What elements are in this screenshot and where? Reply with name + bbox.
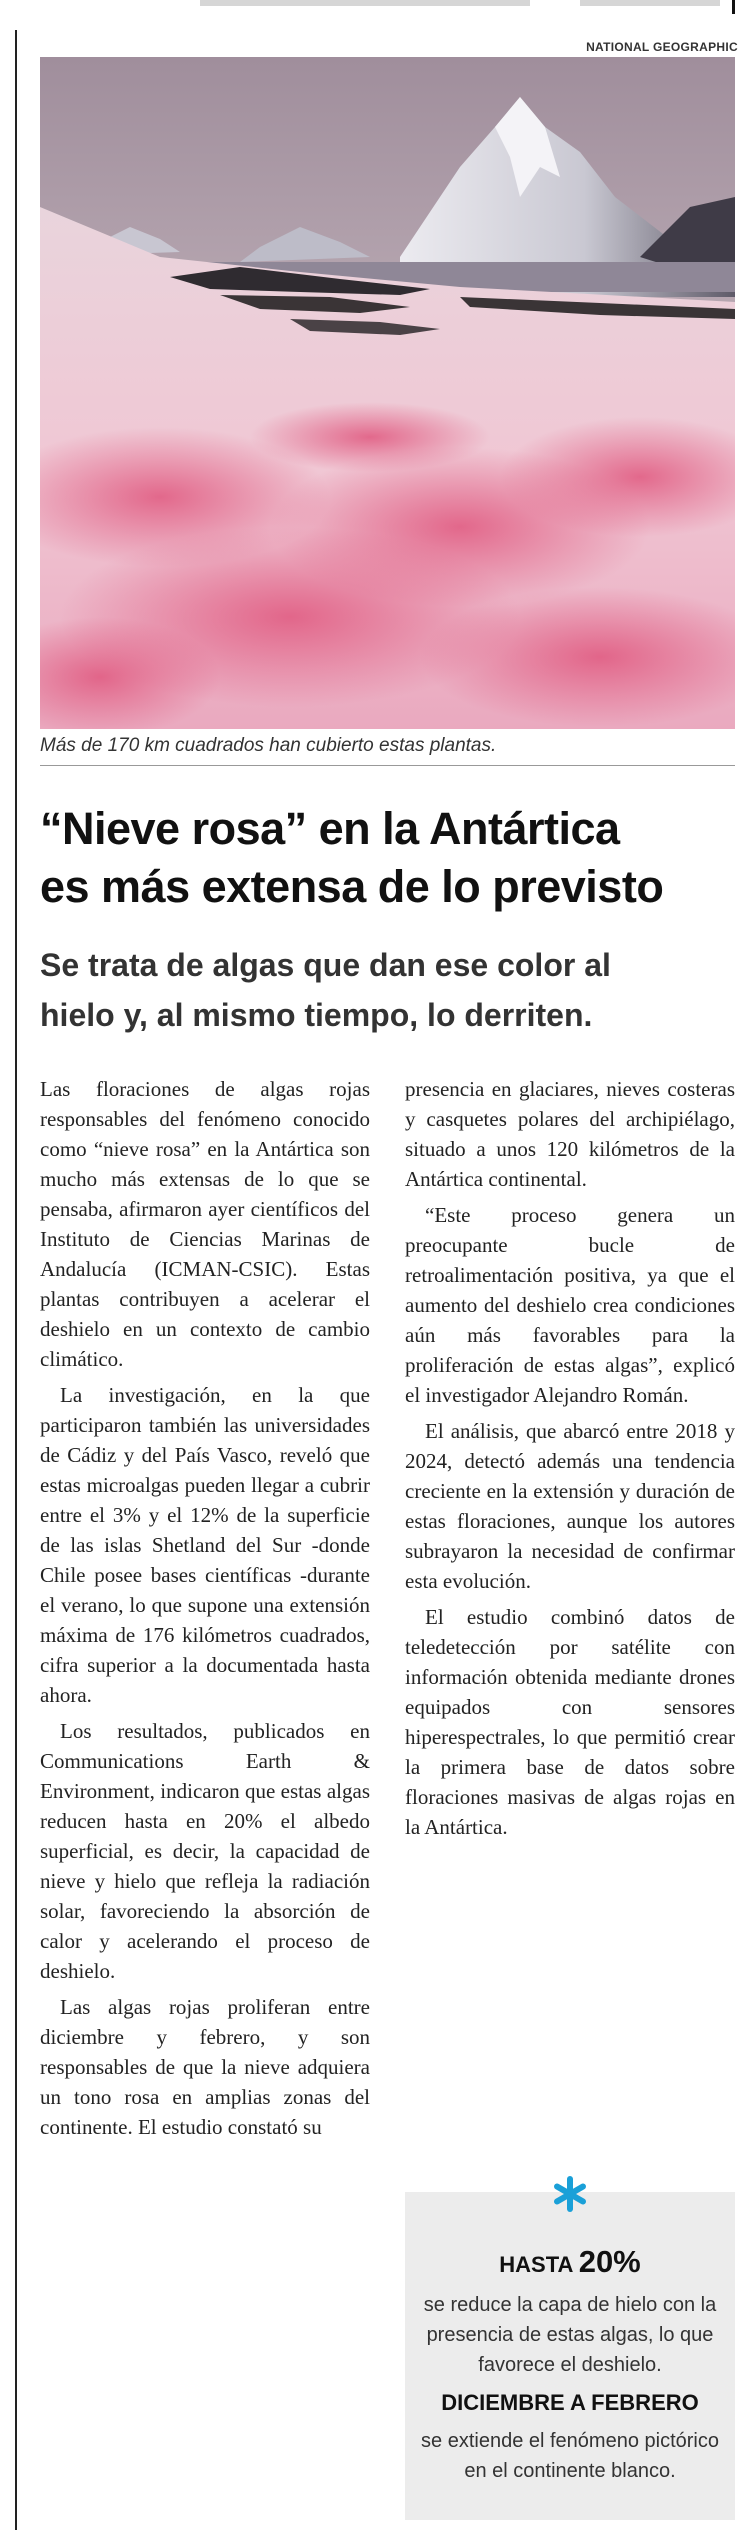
paragraph: La investigación, en la que participaron también las universidades de Cádiz y del País Vasco, reveló que estas microalgas pueden llegar a cubrir entre el 3% y el 12% de la superficie de las islas Shetland del Sur -donde Chile posee bases científicas -durante el verano, lo que supone una extensión máxima de 176 kilómetros cuadrados, cifra superior a la documentada hasta ahora. xyxy=(40,1383,370,1707)
asterisk-icon xyxy=(552,2176,588,2212)
top-strip xyxy=(0,0,752,12)
fact-heading-prefix: HASTA xyxy=(499,2252,579,2277)
article-column-2 xyxy=(405,1074,735,1848)
subheadline-line: hielo y, al mismo tiempo, lo derriten. xyxy=(40,997,593,1033)
paragraph: El estudio combinó datos de teledetección por satélite con información obtenida mediante drones equipados con sensores hiperespectrales, lo que permitió crear la primera base de datos sobre floraciones masivas de algas rojas en la Antártica. xyxy=(405,1605,735,1839)
paragraph: presencia en glaciares, nieves costeras y casquetes polares del archipiélago, situado a unos 120 kilómetros de la Antártica continental. xyxy=(405,1077,735,1191)
subheadline xyxy=(40,940,740,1040)
paragraph: Los resultados, publicados en Communications Earth & Environment, indicaron que estas algas reducen hasta en 20% el albedo superficial, es decir, la capacidad de nieve y hielo que refleja la radiación solar, favoreciendo la absorción de calor y acelerando el proceso de deshielo. xyxy=(40,1719,370,1983)
paragraph: El análisis, que abarcó entre 2018 y 2024, detectó además una tendencia creciente en la extensión y duración de estas floraciones, aunque los autores subrayaron la necesidad de confirmar esta evolución. xyxy=(405,1419,735,1593)
column-rule xyxy=(15,30,17,2530)
headline-line: es más extensa de lo previsto xyxy=(40,861,664,912)
caption-divider xyxy=(40,765,735,766)
subheadline-line: Se trata de algas que dan ese color al xyxy=(40,947,611,983)
top-strip-marker xyxy=(732,0,735,14)
fact-heading-value: 20% xyxy=(578,2244,641,2279)
headline xyxy=(40,800,740,916)
paragraph: “Este proceso genera un preocupante bucle de retroalimentación positiva, ya que el aumento del deshielo crea condiciones aún más favorables para la proliferación de estas algas”, explicó el investigador Alejandro Román. xyxy=(405,1203,735,1407)
fact-heading-percentage xyxy=(405,2244,735,2280)
headline-line: “Nieve rosa” en la Antártica xyxy=(40,803,620,854)
pink-snow-photo xyxy=(40,57,735,729)
fact-body: se extiende el fenómeno pictórico en el continente blanco. xyxy=(421,2430,719,2482)
paragraph: Las floraciones de algas rojas responsables del fenómeno conocido como “nieve rosa” en la Antártica son mucho más extensas de lo que se pensaba, afirmaron ayer científicos del Instituto de Ciencias Marinas de Andalucía (ICMAN-CSIC). Estas plantas contribuyen a acelerar el deshielo en un contexto de cambio climático. xyxy=(40,1077,370,1371)
fact-body: se reduce la capa de hielo con la presencia de estas algas, lo que favorece el deshielo. xyxy=(423,2294,717,2376)
fact-heading-period: DICIEMBRE A FEBRERO xyxy=(441,2390,699,2415)
top-strip-bar xyxy=(580,0,720,6)
paragraph: Las algas rojas proliferan entre diciembre y febrero, y son responsables de que la nieve adquiera un tono rosa en amplias zonas del continente. El estudio constató su xyxy=(40,1995,370,2139)
fact-box xyxy=(405,2192,735,2520)
photo-credit: NATIONAL GEOGRAPHIC xyxy=(586,40,738,54)
photo-caption: Más de 170 km cuadrados han cubierto estas plantas. xyxy=(40,735,497,756)
article-column-1 xyxy=(40,1074,370,2148)
top-strip-bar xyxy=(200,0,530,6)
